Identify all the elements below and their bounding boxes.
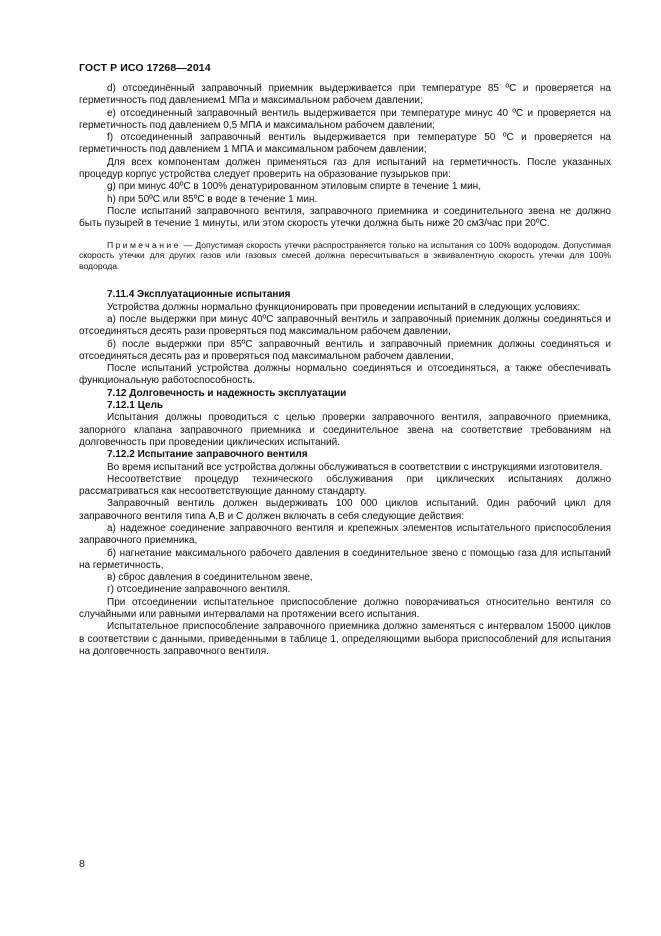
paragraph-7-12-2-4: При отсоединении испытательное приспособление должно поворачиваться относительно вентиля со случайными или равными интервалами на протяжении всего испытания. [79,596,611,621]
section-heading-7-12-1: 7.12.1 Цель [107,400,164,412]
paragraph-7-11-4-intro: Устройства должны нормально функционировать при проведении испытаний в следующих условиях: [107,301,581,313]
note-text: — Допустимая скорость утечки распространяется только на испытания со 100% водородом. Допустимая скорость утечки для других газов или газовых смесей должна пересчитываться в эквивалентную скорость утечки для 100% водорода. [79,239,611,271]
paragraph-7-11-4-a: а) после выдержки при минус 40ºС заправочный вентиль и заправочный приемник должны соединяться и отсоединяться десять рази проверяться под максимальном рабочем давлении, [79,313,611,338]
paragraph-h: h) при 50ºС или 85ºС в воде в течение 1 мин. [107,193,318,205]
paragraph-components: Для всех компонентам должен применяться газ для испытаний на герметичность. После указанных процедур корпус устройства следует проверить на образование пузырьков при: [79,156,611,181]
section-heading-7-12: 7.12 Долговечность и надежность эксплуатации [107,387,347,399]
paragraph-e: e) отсоединенный заправочный вентиль выдерживается при температуре минус 40 ºС и проверяется на герметичность под давлением 0,5 МПА и максимальном рабочем давлении; [79,107,611,131]
document-body [79,83,611,658]
paragraph-7-12-2-5: Испытательное приспособление заправочного приемника должно заменяться с интервалом 15000 циклов в соответствии с данными, приведенными в таблице 1, определяющими выбора приспособлений для испытания на долговечность заправочного вентиля. [79,621,611,657]
note [79,240,611,272]
paragraph-7-12-2-b: б) нагнетание максимального рабочего давления в соединительное звено с помощью газа для испытаний на герметичность, [79,547,611,571]
paragraph-after-tests: После испытаний заправочного вентиля, заправочного приемника и соединительного звена не должно быть пузырей в течение 1 минуты, или этом скорость утечки должна быть ниже 20 см3/час при 20ºС. [79,205,611,230]
section-heading-7-11-4: 7.11.4 Эксплуатационные испытания [107,289,291,301]
paragraph-7-12-1: Испытания должны проводиться с целью проверки заправочного вентиля, заправочного приемника, запорного клапана заправочного приемника и соединительное звена на соответствие требованиям на долговечность при проведении циклических испытаний. [79,412,611,448]
paragraph-7-12-2-2: Несоответствие процедур технического обслуживания при циклических испытаниях должно рассматриваться как несоответствующие данному стандарту. [79,473,611,498]
document-header: ГОСТ Р ИСО 17268—2014 [79,62,211,74]
paragraph-7-12-2-1: Во время испытаний все устройства должны обслуживаться в соответствии с инструкциями изготовителя. [107,461,603,473]
paragraph-7-12-2-d: г) отсоединение заправочного вентиля. [107,584,291,596]
section-heading-7-12-2: 7.12.2 Испытание заправочного вентиля [107,449,308,461]
paragraph-f: f) отсоединенный заправочный вентиль выдерживается при температуре 50 ºС и проверяется на герметичность под давлением 1 МПА и максимальном рабочем давлении; [79,132,611,156]
paragraph-g: g) при минус 40ºС в 100% денатурированном этиловым спирте в течение 1 мин, [107,181,481,193]
paragraph-7-11-4-after: После испытаний устройства должны нормально соединяться и отсоединяться, а также обеспечивать функциональную работоспособность. [79,363,611,387]
note-label: Примечание [107,239,181,250]
paragraph-d: d) отсоединённый заправочный приемник выдерживается при температуре 85 ºС и проверяется на герметичность под давлением1 МПа и максимальном рабочем давлении; [79,83,611,107]
page-number: 8 [79,858,85,870]
paragraph-7-12-2-3: Заправочный вентиль должен выдерживать 100 000 циклов испытаний. 0дин рабочий цикл для заправочного вентиля типа А,В и С должен включать в себя следующие действия: [79,498,611,522]
paragraph-7-12-2-a: а) надежное соединение заправочного вентиля и крепежных элементов испытательного приспособления заправочного приемника, [79,522,611,547]
paragraph-7-11-4-b: б) после выдержки при 85ºС заправочный вентиль и заправочный приемник должны соединяться и отсоединяться десять раз и проверяться под максимальном рабочем давлении, [79,338,611,362]
paragraph-7-12-2-c: в) сброс давления в соединительном звене, [107,572,313,584]
